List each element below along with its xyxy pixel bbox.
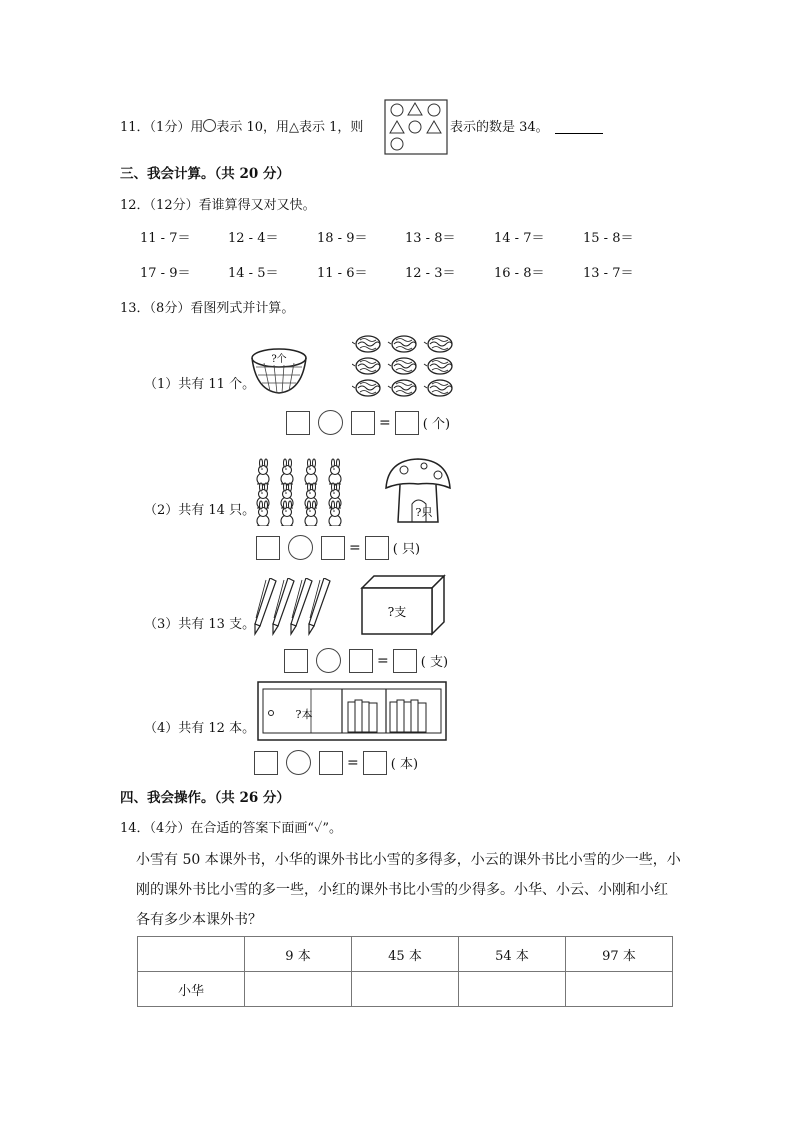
q14-answer-table xyxy=(137,936,673,1007)
q13-item3-answer xyxy=(284,648,448,673)
q12-r2c2[interactable]: 14 - 5＝ xyxy=(228,266,279,281)
answer-box[interactable] xyxy=(284,649,308,673)
q11-prefix: 11．（1分）用 xyxy=(120,120,204,135)
circle-icon xyxy=(203,119,216,132)
q12-r1c3[interactable]: 18 - 9＝ xyxy=(317,231,368,246)
answer-box[interactable] xyxy=(321,536,345,560)
answer-box[interactable] xyxy=(365,536,389,560)
mushroom-house xyxy=(382,456,454,526)
pencils-illustration xyxy=(252,578,338,636)
q12-r2c5[interactable]: 16 - 8＝ xyxy=(494,266,545,281)
q14-paragraph: 小雪有 50 本课外书，小华的课外书比小雪的多得多，小云的课外书比小雪的少一些，小刚的课外书比小雪的多一些，小红的课外书比小雪的少得多。小华、小云、小刚和小红各有多少本课外书？ xyxy=(136,852,681,928)
answer-box[interactable] xyxy=(363,751,387,775)
table-row-label: 小华 xyxy=(138,972,245,1007)
q11-shape-box xyxy=(384,99,448,155)
equals-sign: = xyxy=(349,539,361,556)
answer-box[interactable] xyxy=(393,649,417,673)
q12-r2c6[interactable]: 13 - 7＝ xyxy=(583,266,634,281)
q12-r2c3[interactable]: 11 - 6＝ xyxy=(317,266,368,281)
equals-sign: = xyxy=(347,754,359,771)
q11-line xyxy=(120,119,363,137)
answer-box[interactable] xyxy=(286,411,310,435)
q13-item4-answer xyxy=(254,750,418,775)
rabbit-group xyxy=(250,456,354,526)
q13-item3-label: （3）共有 13 支。 xyxy=(144,617,256,632)
q12-r1c5[interactable]: 14 - 7＝ xyxy=(494,231,545,246)
answer-cell[interactable] xyxy=(566,972,673,1007)
operator-circle[interactable] xyxy=(316,648,341,673)
q12-title: 12．（12分）看谁算得又对又快。 xyxy=(120,198,316,213)
answer-box[interactable] xyxy=(349,649,373,673)
q11-mid1: 表示 10，用 xyxy=(216,120,290,135)
q12-r1c6[interactable]: 15 - 8＝ xyxy=(583,231,634,246)
q13-item4-label: （4）共有 12 本。 xyxy=(144,721,256,736)
q12-r1c4[interactable]: 13 - 8＝ xyxy=(405,231,456,246)
table-header-cell xyxy=(138,937,245,972)
bookshelf-illustration xyxy=(256,680,448,742)
equals-sign: = xyxy=(377,652,389,669)
answer-cell[interactable] xyxy=(245,972,352,1007)
table-row xyxy=(138,972,673,1007)
q13-item2-label: （2）共有 14 只。 xyxy=(144,503,256,518)
q12-r2c1[interactable]: 17 - 9＝ xyxy=(140,266,191,281)
answer-cell[interactable] xyxy=(459,972,566,1007)
unit-label: ( 支) xyxy=(420,655,449,670)
q12-r2c4[interactable]: 12 - 3＝ xyxy=(405,266,456,281)
answer-box[interactable] xyxy=(319,751,343,775)
answer-box[interactable] xyxy=(395,411,419,435)
box-label: ?支 xyxy=(387,605,407,619)
q11-mid2: 表示 1，则 xyxy=(299,120,364,135)
table-header-cell: 54 本 xyxy=(459,937,566,972)
answer-blank[interactable] xyxy=(555,119,603,134)
q13-item1-answer xyxy=(286,410,450,435)
operator-circle[interactable] xyxy=(288,535,313,560)
table-header-cell: 45 本 xyxy=(352,937,459,972)
unit-label: ( 个) xyxy=(422,417,451,432)
operator-circle[interactable] xyxy=(286,750,311,775)
q11-suffix: 表示的数是 34。 xyxy=(450,120,549,135)
unit-label: ( 本) xyxy=(390,757,419,772)
bookshelf-label: ?本 xyxy=(295,708,313,721)
table-header-cell: 9 本 xyxy=(245,937,352,972)
q13-item1-label: （1）共有 11 个。 xyxy=(144,377,256,392)
box-illustration xyxy=(360,574,446,636)
section3-title: 三、我会计算。（共 20 分） xyxy=(120,166,290,182)
q13-title: 13．（8分）看图列式并计算。 xyxy=(120,301,295,316)
equals-sign: = xyxy=(379,414,391,431)
mushroom-label: ?只 xyxy=(415,506,433,519)
unit-label: ( 只) xyxy=(392,542,421,557)
answer-box[interactable] xyxy=(351,411,375,435)
section4-title: 四、我会操作。（共 26 分） xyxy=(120,790,290,806)
watermelon-group xyxy=(352,332,464,402)
q12-r1c2[interactable]: 12 - 4＝ xyxy=(228,231,279,246)
basket-label: ?个 xyxy=(271,354,287,365)
table-header-row xyxy=(138,937,673,972)
q14-title: 14．（4分）在合适的答案下面画“✓”。 xyxy=(120,821,342,836)
triangle-icon: △ xyxy=(289,120,300,135)
q12-r1c1[interactable]: 11 - 7＝ xyxy=(140,231,191,246)
q11-suffix-line xyxy=(450,119,603,137)
operator-circle[interactable] xyxy=(318,410,343,435)
table-header-cell: 97 本 xyxy=(566,937,673,972)
answer-box[interactable] xyxy=(254,751,278,775)
q13-item2-answer xyxy=(256,535,420,560)
basket-illustration xyxy=(248,345,310,397)
answer-cell[interactable] xyxy=(352,972,459,1007)
answer-box[interactable] xyxy=(256,536,280,560)
